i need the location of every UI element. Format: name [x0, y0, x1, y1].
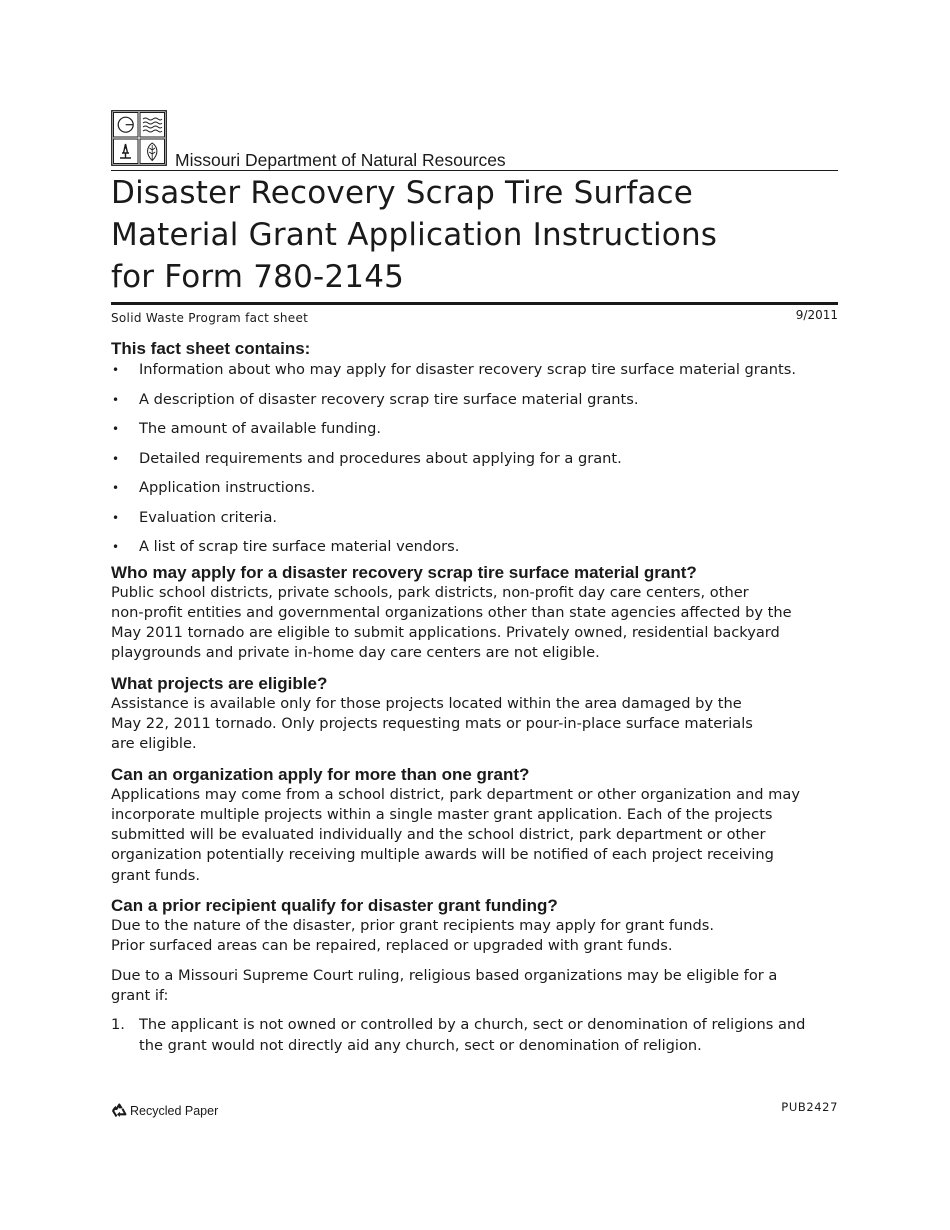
section-body	[111, 785, 838, 886]
recycled-paper-note	[111, 1102, 218, 1119]
fact-sheet-page	[111, 110, 838, 1056]
body-line: submitted will be evaluated individually and the school district, park department or other	[111, 826, 766, 844]
body-line: the grant would not directly aid any church, sect or denomination of religion.	[139, 1036, 702, 1054]
body-line: Applications may come from a school district, park department or other organization and may	[111, 785, 800, 803]
section-body	[111, 694, 838, 755]
body-line: The applicant is not owned or controlled by a church, sect or denomination of religions and	[139, 1016, 806, 1034]
list-item: • Information about who may apply for disaster recovery scrap tire surface material grants.	[111, 360, 838, 380]
body-line: organization potentially receiving multiple awards will be notified of each project receiving	[111, 846, 774, 864]
publication-number: PUB2427	[781, 1100, 838, 1114]
list-item: • The amount of available funding.	[111, 419, 838, 439]
body-line: grant funds.	[111, 866, 200, 884]
body-line: playgrounds and private in-home day care centers are not eligible.	[111, 644, 600, 662]
section-heading: What projects are eligible?	[111, 673, 328, 693]
who-may-apply-section	[111, 563, 838, 664]
court-ruling-paragraph	[111, 966, 838, 1007]
body-line: May 22, 2011 tornado. Only projects requesting mats or pour-in-place surface materials	[111, 714, 753, 732]
title-line: for Form 780-2145	[111, 259, 405, 295]
section-heading: Can a prior recipient qualify for disaster grant funding?	[111, 896, 558, 916]
list-item: • A description of disaster recovery scrap tire surface material grants.	[111, 390, 838, 410]
list-item: • Evaluation criteria.	[111, 508, 838, 528]
body-line: Public school districts, private schools, park districts, non-profit day care centers, other	[111, 583, 749, 601]
body-line: non-profit entities and governmental organizations other than state agencies affected by the	[111, 603, 792, 621]
contents-heading: This fact sheet contains:	[111, 339, 311, 358]
publication-date: 9/2011	[795, 308, 838, 322]
agency-branding	[111, 110, 838, 168]
eligibility-conditions	[111, 1015, 838, 1056]
title-line: Disaster Recovery Scrap Tire Surface	[111, 175, 694, 211]
list-item: • Detailed requirements and procedures about applying for a grant.	[111, 449, 838, 469]
body-line: Due to a Missouri Supreme Court ruling, religious based organizations may be eligible for a	[111, 966, 778, 984]
title-line: Material Grant Application Instructions	[111, 217, 718, 253]
body-line: May 2011 tornado are eligible to submit applications. Privately owned, residential backyard	[111, 624, 780, 642]
dnr-quad-logo-icon	[111, 110, 167, 166]
body-line: grant if:	[111, 986, 169, 1004]
multiple-grants-section	[111, 765, 838, 886]
list-item: • Application instructions.	[111, 478, 838, 498]
prior-recipient-section	[111, 896, 838, 1056]
list-item: • A list of scrap tire surface material vendors.	[111, 537, 838, 557]
body-line: Prior surfaced areas can be repaired, replaced or upgraded with grant funds.	[111, 937, 673, 955]
eligible-projects-section	[111, 674, 838, 755]
contents-list	[111, 360, 838, 557]
recycled-paper-label: Recycled Paper	[130, 1103, 219, 1118]
body-line: incorporate multiple projects within a single master grant application. Each of the projects	[111, 805, 773, 823]
item-number: 1.	[111, 1016, 125, 1034]
document-title	[111, 172, 838, 298]
recycle-icon	[111, 1102, 128, 1119]
section-body	[111, 916, 838, 957]
title-rule	[111, 302, 838, 305]
program-label: Solid Waste Program fact sheet	[111, 311, 309, 325]
body-line: are eligible.	[111, 735, 197, 753]
section-body	[111, 583, 838, 664]
body-line: Due to the nature of the disaster, prior grant recipients may apply for grant funds.	[111, 917, 715, 935]
body-line: Assistance is available only for those projects located within the area damaged by the	[111, 694, 742, 712]
agency-name: Missouri Department of Natural Resources	[175, 150, 506, 170]
list-item	[111, 1015, 838, 1056]
meta-row	[111, 308, 838, 328]
section-heading: Can an organization apply for more than one grant?	[111, 764, 530, 784]
section-heading: Who may apply for a disaster recovery scrap tire surface material grant?	[111, 562, 697, 582]
contents-section	[111, 339, 838, 557]
